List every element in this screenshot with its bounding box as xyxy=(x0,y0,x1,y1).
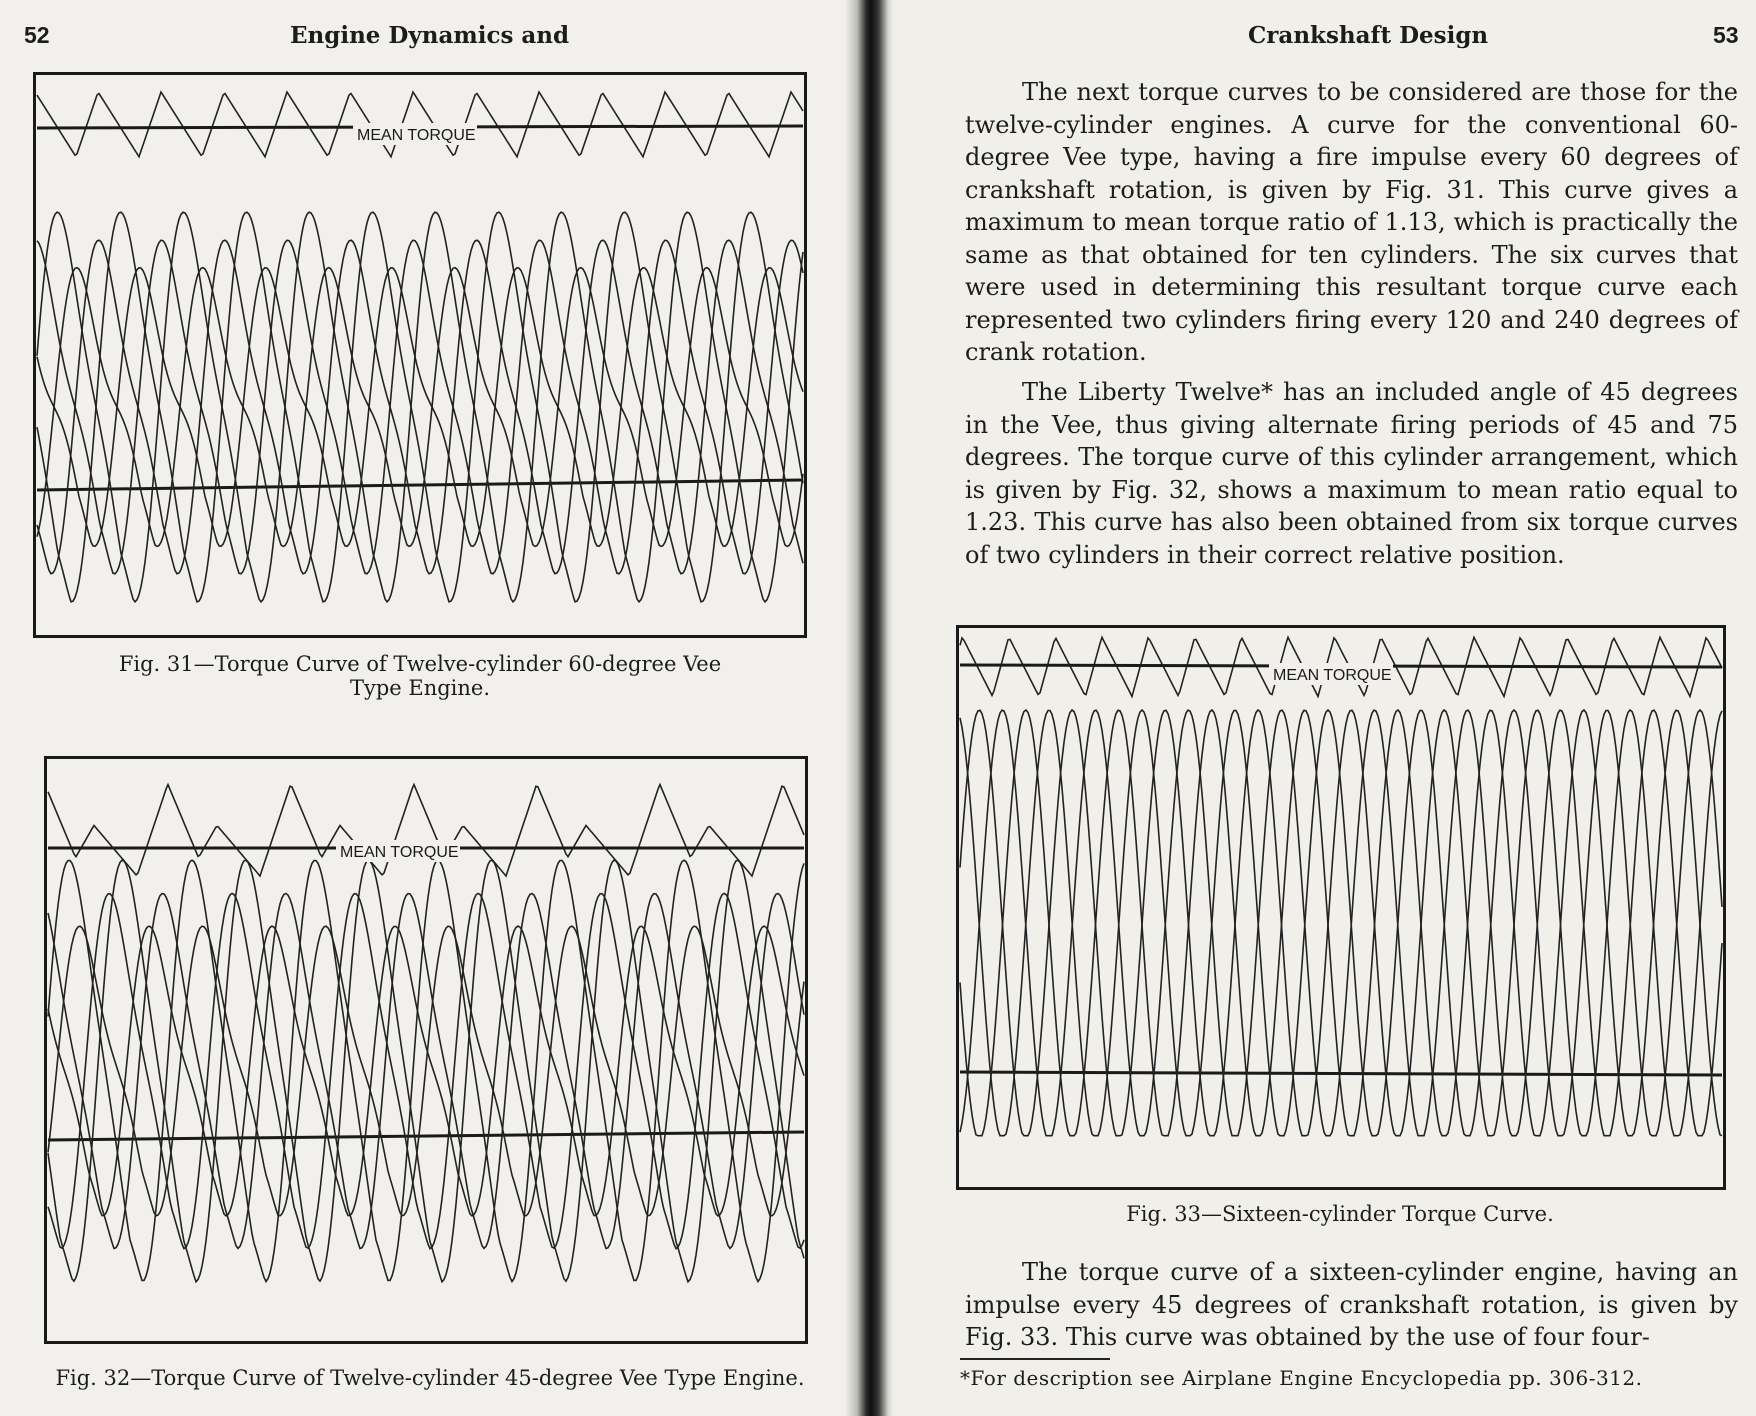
right-running-head: Crankshaft Design xyxy=(1248,22,1489,49)
book-gutter xyxy=(845,0,893,1416)
figure-31-caption xyxy=(60,652,780,700)
fig32-resultant-curve xyxy=(48,785,804,876)
figure-32-plot xyxy=(44,756,808,1344)
paragraph-2: The Liberty Twelve* has an included angle of 45 degrees in the Vee, thus giving alternate firing periods of 45 and 75 degrees. The torque curve of this cylinder arrangement, which is given by Fig. 32, shows a maximum to mean ratio equal to 1.23. This curve has also been obtained from six torque curves of two cylinders in their correct relative position. xyxy=(965,378,1738,569)
fig33-mean-torque-label-text: MEAN TORQUE xyxy=(1273,667,1392,684)
fig31-mean-torque-label xyxy=(353,123,477,145)
fig32-mean-torque-label xyxy=(336,840,460,862)
paragraph-1: The next torque curves to be considered are those for the twelve-cylinder engines. A curve for the conventional 60-degree Vee type, having a fire impulse every 60 degrees of crankshaft rotation, is given by Fig. 31. This curve gives a maximum to mean torque ratio of 1.13, which is practically the same as that obtained for ten cylinders. The six curves that were used in determining this resultant torque curve each represented two cylinders firing every 120 and 240 degrees of crank rotation. xyxy=(965,78,1738,366)
left-running-head: Engine Dynamics and xyxy=(290,22,570,49)
fig32-mean-torque-label-text: MEAN TORQUE xyxy=(340,844,459,861)
figure-31-caption-line2: Type Engine. xyxy=(349,676,491,700)
figure-31 xyxy=(33,72,807,638)
footnote-divider xyxy=(960,1358,1110,1360)
fig31-cylinder-curve-3 xyxy=(37,268,803,547)
figure-33 xyxy=(956,625,1726,1190)
paragraph-3: The torque curve of a sixteen-cylinder engine, having an impulse every 45 degrees of crankshaft rotation, is given by Fig. 33. This curve was obtained by the use of four four- xyxy=(965,1258,1738,1351)
fig31-cylinder-curve-6 xyxy=(37,268,803,547)
footnote: *For description see Airplane Engine Encyclopedia pp. 306-312. xyxy=(960,1366,1643,1390)
fig31-mean-torque-label-text: MEAN TORQUE xyxy=(357,127,476,144)
left-page-number: 52 xyxy=(24,22,50,48)
figure-32 xyxy=(44,756,808,1344)
figure-32-caption: Fig. 32—Torque Curve of Twelve-cylinder 45-degree Vee Type Engine. xyxy=(55,1366,805,1390)
figure-31-plot xyxy=(33,72,807,638)
fig33-baseline xyxy=(960,1072,1722,1075)
figure-33-caption: Fig. 33—Sixteen-cylinder Torque Curve. xyxy=(1126,1202,1554,1226)
fig33-mean-torque-label xyxy=(1269,663,1393,685)
figure-33-plot xyxy=(956,625,1726,1190)
figure-31-caption-line1: Fig. 31—Torque Curve of Twelve-cylinder 60-degree Vee xyxy=(118,652,722,676)
right-page-number: 53 xyxy=(1713,22,1739,48)
